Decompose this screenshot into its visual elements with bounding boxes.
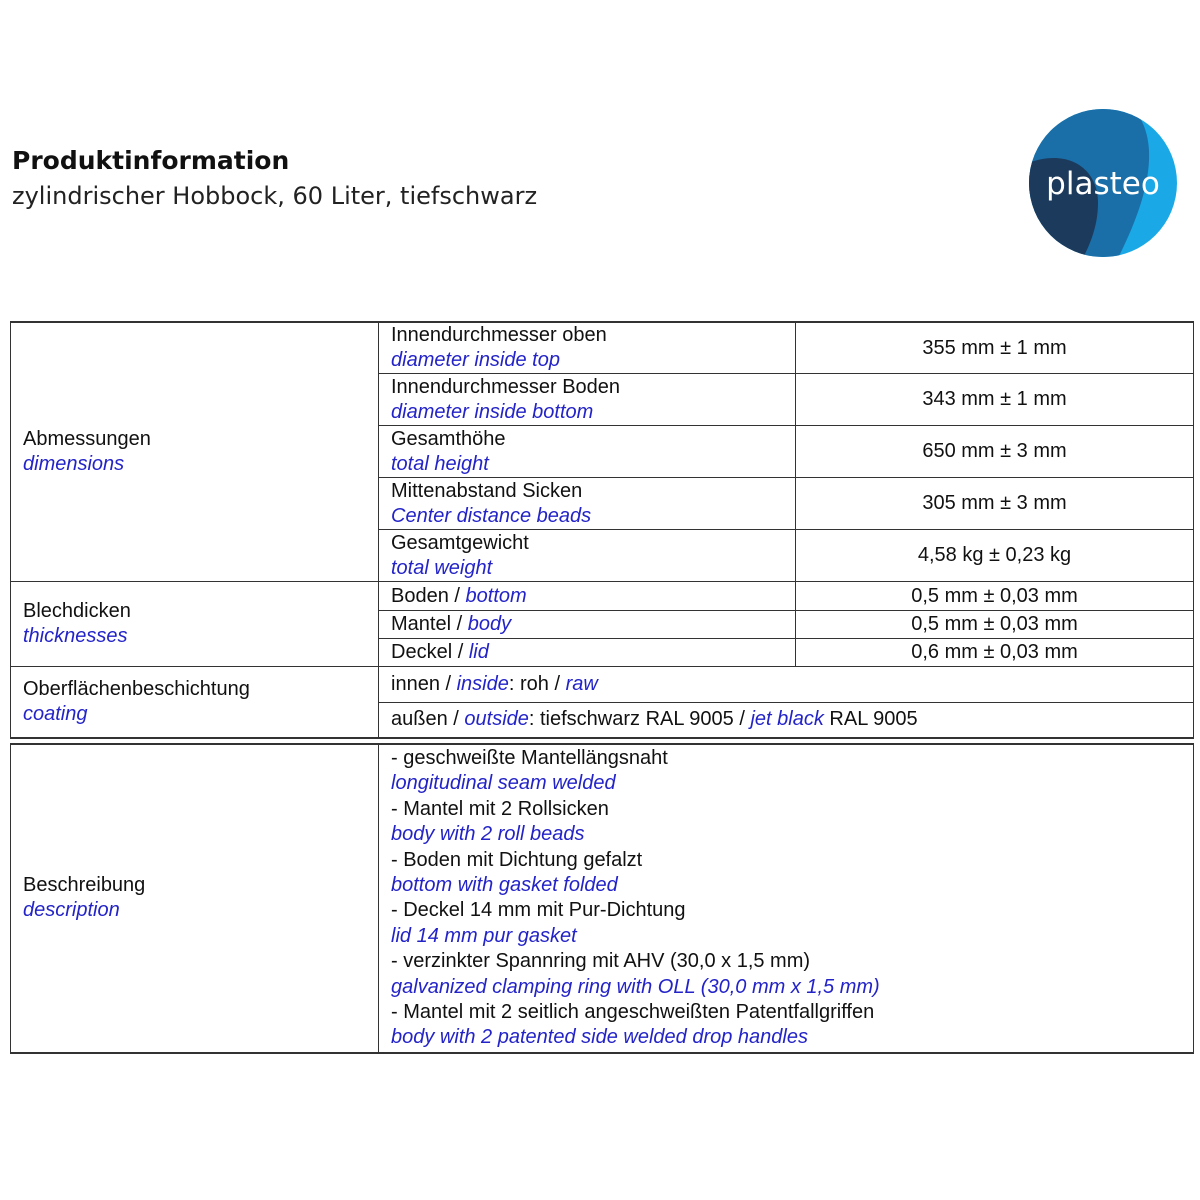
description-table <box>10 743 1194 1054</box>
coating-inside-cell <box>379 667 1194 703</box>
description-item: - Deckel 14 mm mit Pur-Dichtung <box>391 899 686 922</box>
spec-label-en: diameter inside bottom <box>391 400 594 423</box>
spec-label-en: lid <box>468 641 489 663</box>
spec-value: 0,5 mm ± 0,03 mm <box>796 611 1194 639</box>
spec-label: Innendurchmesser oben <box>391 324 607 346</box>
spec-label-cell <box>379 478 796 530</box>
spec-label-en: body <box>467 613 512 635</box>
coating-text-en: raw <box>565 673 598 695</box>
coating-text-en: jet black <box>750 708 824 731</box>
spec-value: 0,6 mm ± 0,03 mm <box>796 639 1194 667</box>
spec-label-cell <box>379 322 796 374</box>
description-label: Beschreibung <box>23 874 146 897</box>
coating-outside-cell <box>379 703 1194 738</box>
product-subtitle: zylindrischer Hobbock, 60 Liter, tiefschwarz <box>12 182 538 210</box>
spec-label: Boden <box>391 584 449 607</box>
table-row <box>11 582 1194 611</box>
spec-label: Mantel <box>391 613 452 635</box>
thickness-group-cell <box>11 582 379 667</box>
coating-group-cell <box>11 667 379 738</box>
spec-value: 355 mm ± 1 mm <box>796 322 1194 374</box>
description-item: - verzinkter Spannring mit AHV (30,0 x 1,5 mm) <box>391 950 811 973</box>
description-item: - Mantel mit 2 seitlich angeschweißten Patentfallgriffen <box>391 1000 875 1023</box>
spec-label: Innendurchmesser Boden <box>391 375 621 398</box>
separator: / <box>448 584 466 607</box>
spec-value: 650 mm ± 3 mm <box>796 426 1194 478</box>
coating-text: : roh / <box>508 673 566 695</box>
dimensions-label: Abmessungen <box>23 428 151 450</box>
spec-label-cell <box>379 530 796 582</box>
coating-text-en: outside <box>464 708 529 731</box>
plasteo-logo <box>1028 108 1178 258</box>
spec-label-en: Center distance beads <box>391 504 592 527</box>
spec-label: Gesamtgewicht <box>391 531 529 554</box>
description-group-cell <box>11 744 379 1053</box>
spec-value: 343 mm ± 1 mm <box>796 374 1194 426</box>
coating-text-en: inside <box>456 673 509 695</box>
coating-label: Oberflächenbeschichtung <box>23 677 250 700</box>
thickness-label-en: thicknesses <box>23 625 128 647</box>
dimensions-group-cell <box>11 322 379 582</box>
spec-label-cell <box>379 611 796 639</box>
spec-label: Mittenabstand Sicken <box>391 479 583 502</box>
spec-label-en: total height <box>391 452 489 475</box>
separator: / <box>451 613 468 635</box>
dimensions-label-en: dimensions <box>23 453 125 475</box>
spec-value: 0,5 mm ± 0,03 mm <box>796 582 1194 611</box>
spec-label: Gesamthöhe <box>391 427 506 450</box>
spec-label-en: diameter inside top <box>391 349 560 371</box>
page-title: Produktinformation <box>12 146 290 175</box>
spec-label-cell <box>379 639 796 667</box>
description-item-en: galvanized clamping ring with OLL (30,0 mm x 1,5 mm) <box>391 975 880 998</box>
table-row <box>11 744 1194 1053</box>
description-item-en: body with 2 roll beads <box>391 823 585 846</box>
description-list <box>379 744 1194 1053</box>
coating-text: RAL 9005 <box>823 708 918 731</box>
description-label-en: description <box>23 899 120 922</box>
description-item: - Mantel mit 2 Rollsicken <box>391 797 609 820</box>
description-item-en: longitudinal seam welded <box>391 772 616 795</box>
spec-label-en: total weight <box>391 556 493 579</box>
description-item-en: body with 2 patented side welded drop handles <box>391 1026 808 1049</box>
description-item-en: lid 14 mm pur gasket <box>391 924 577 947</box>
description-item-en: bottom with gasket folded <box>391 873 618 896</box>
spec-value: 305 mm ± 3 mm <box>796 478 1194 530</box>
thickness-label: Blechdicken <box>23 600 131 622</box>
spec-label: Deckel <box>391 641 453 663</box>
coating-text: : tiefschwarz RAL 9005 / <box>528 708 751 731</box>
specs-table <box>10 321 1194 739</box>
spec-label-en: bottom <box>465 584 527 607</box>
coating-label-en: coating <box>23 702 88 725</box>
table-row <box>11 322 1194 374</box>
spec-label-cell <box>379 582 796 611</box>
spec-label-cell <box>379 426 796 478</box>
coating-text: innen / <box>391 673 457 695</box>
spec-value: 4,58 kg ± 0,23 kg <box>796 530 1194 582</box>
table-row <box>11 667 1194 703</box>
separator: / <box>452 641 469 663</box>
coating-text: außen / <box>391 708 465 731</box>
description-item: - Boden mit Dichtung gefalzt <box>391 848 643 871</box>
logo-text: plasteo <box>1046 166 1160 202</box>
description-item: - geschweißte Mantellängsnaht <box>391 747 668 769</box>
spec-label-cell <box>379 374 796 426</box>
